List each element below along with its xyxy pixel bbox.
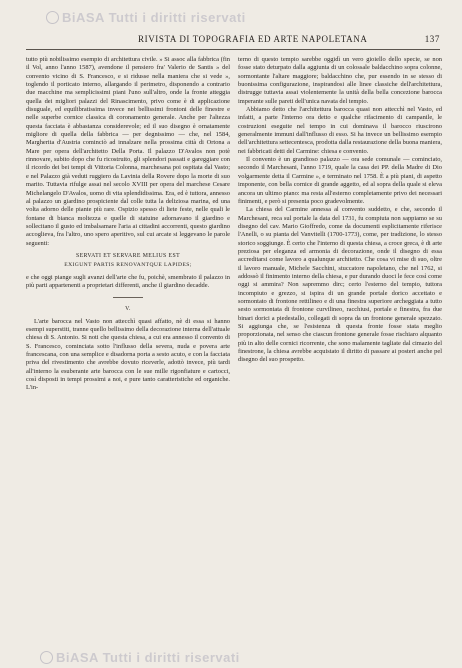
paragraph: Abbiamo detto che l'architettura barocca quasi non attecchì nel Vasto, ed infatti, a parte l'interno ora detto e qualche rifacimento di campanile, le costruzioni eseguite nel tempo in cui dominava il barocco riuscirono generalmente immuni dall'influsso di esso. Si ha invece un bellissimo esempio dell'architettura settecentesca, prodotta dalla restaurazione della buona maniera, nei fabbricati detti del Carmine: chiesa e convento. [238,106,442,155]
watermark-bottom [40,650,240,665]
section-number: V. [125,306,131,313]
page-number: 137 [424,34,440,44]
left-column [26,56,230,393]
paragraph: terno di questo tempio sarebbe oggidì un vero gioiello dello specie, se non fosse stato deturpato dalla aggiunta di un colossale baldacchino sopra colonne, sormontante l'altare maggiore; baldacchino che, pur essendo in se stesso di buonissima configurazione, inspirandosi alle linee classiche dell'architettura, distrugge tuttavia assai violentemente la unità della bella concezione barocca imperante sulle pareti dell'unica navata del tempio. [238,56,442,105]
watermark-top [46,10,246,25]
running-header [26,34,440,48]
seal-icon [46,11,59,24]
watermark-bottom-text: BiASA Tutti i diritti riservati [56,650,240,665]
paragraph: Il convento è un grandioso palazzo — ora sede comunale — cominciato, secondo il Marchesani, l'anno 1719, quale la casa dei PP. della Madre di Dio volgarmente detta il Carmine », e terminato nel 1758. È a più piani, di aspetto imponente, con bella cornice di grande aggetto, ed al sopra della quale si eleva ancora un ultimo piano: ma resta all'esterno completamente privo dei necessari finimenti, e però si presenta poco gradevolmente. [238,156,442,205]
journal-title: RIVISTA DI TOPOGRAFIA ED ARTE NAPOLETANA [138,34,368,44]
right-column [238,56,442,365]
paragraph: tutto più nobilissimo esempio di architettura civile. » Si assoc alla fabbrica (fin il Vol, anno l'anno 1587), avendone il pensiero fra' Valerio de Santis » del convento vicino di S. Francesco, e si ridusse nella maniera che si vede », toglendo il porticato interno, allargando il perimetro, disponendo a contrario due macchine ma semplicissimi piani l'uno sull'altro, onde la fronte atteggia quella dei migliori palazzi del Rinascimento, privo come è di applicazione disuguale, ed equilibratissima invece nei bellissimi frontoni delle finestre e nelle superbe cornice classica di coronamento generale. Anche per l'altezza questa facciata è abbastanza considerevole; ed il suo disegno è ornatamente migliore di quella della fabbrica — per degnissimo — che, nel 1584, Margherita d'Austria cominciò ad innalzare nella prossima città di Ortona a Mare per opera dell'architetto Della Porta. Il palazzo D'Avalos non potè rinnovare, subito dopo che fu ricostruito, gli splendori passati e gareggiare con il ricordo dei bei tempi di Vittoria Colonna, marchesana poi ospitata dal Vasto; e nel Palazzo già veduti ruggiero da Lavinia della Rovere dopo la morte di suo marito. Tuttavia rifulge assai nel secolo XVIII per opera del marchese Cesare Michelangelo D'Avalos, uomo di vita splendidissima. Era, ed è tuttora, annesso al palazzo un giardino prospiciente dal colle tutta la deliziosa marina, ed una volta adorno delle piante più rare. Ospizio spesso di liete feste, nelle quali le fontane di bianca moltezza e quelle di statuine adornavano il giardino e sollecitano il gusto ed imbalsamare l'aria ai cittadini accorrenti, questo giardino accoglieva, fra l'altro, uno spero aperitivo, sul cui arcate si leggevano le parole seguenti: [26,56,230,247]
paragraph: L'arte barocca nel Vasto non attecchì quasi affatto, nè di essa si hanno esempi superstiti, tranne quello bellissimo della decorazione interna dell'attuale chiesa di S. Antonio. Si noti che questa chiesa, a cui era annesso il convento di S. Francesco, cominciata sotto l'influsso della severa, nuda e povera arte francescana, con una semplice e disadorna porta a sesto acuto, e con la facciata priva del rivestimento che avrebbe dovuto riceverle, adottò invece, più tardi all'interno la esuberante arte barocca con le sue mille rigonfiature e cartocci, così disposti in tempi prossimi a noi, e pure tanto caratteristiche ed organiche. L'in- [26,317,230,392]
section-divider [113,297,143,298]
inscription-line: EXIGUNT PARTIS RENOVANTQUE LAPIDES; [64,262,192,269]
header-rule [26,49,440,50]
paragraph: e che oggi piange sugli avanzi dell'arte che fu, poichè, smembrato il palazzo in più parti appartenenti a proprietari differenti, anche il giardino decadde. [26,273,230,289]
watermark-top-text: BiASA Tutti i diritti riservati [62,10,246,25]
inscription-line: SERVATI ET SERVARE MELIUS EST [75,252,181,259]
paragraph: La chiesa del Carmine annessa al convento suddetto, e che, secondo il Marchesani, reca sul portale la data del 1731, fu compiuta non sappiamo se su disegno del cav. Mario Gioffredo, come da documenti esplicitamente riferisce l'Anelli, o su pianta del Vanvitelli (1700-1773), come, per tradizione, lo stesso storico soggiunge. È certo che l'interno di questa chiesa, a croce greca, è di arte preziosa per eleganza ed armonia di decorazione, onde il disegno di essa accreditarsi come lavoro a qualunque architetto. Che cosa vi mise di suo, oltre il lavoro manuale, Michele Sacchini, stuccatore napoletano, che nel 1762, si addossò il finimento interno della chiesa, e pur durando duoci le fece così come oggi si ammira? Non sapremmo dirc; certo l'esterno del tempio, tuttora incompiuto e grezzo, si ispira di un grande portale dorico accettato e sormontato di frontone rettilineo e di una finestra superiore archeggiata a tutto sesto sormontata di frontone curvilineo, racchiusi, portale e finestra, fra due binari dorici a piedestallo, collegati di sopra da un frontone generale spezzato. Si aggiunga che, se l'esistenza di questa fronte fosse stata meglio proporzionata, nel senso che ciascun frontone generale fosse rischiaro alquanto più in alto delle cornici ricorrente, che sono malamente tagliate dal cimazio del finestrone, la chiesa avrebbe acquistato il diritto di passare ai posteri anche pel disegno del suo prospetto. [238,206,442,364]
seal-icon [40,651,53,664]
